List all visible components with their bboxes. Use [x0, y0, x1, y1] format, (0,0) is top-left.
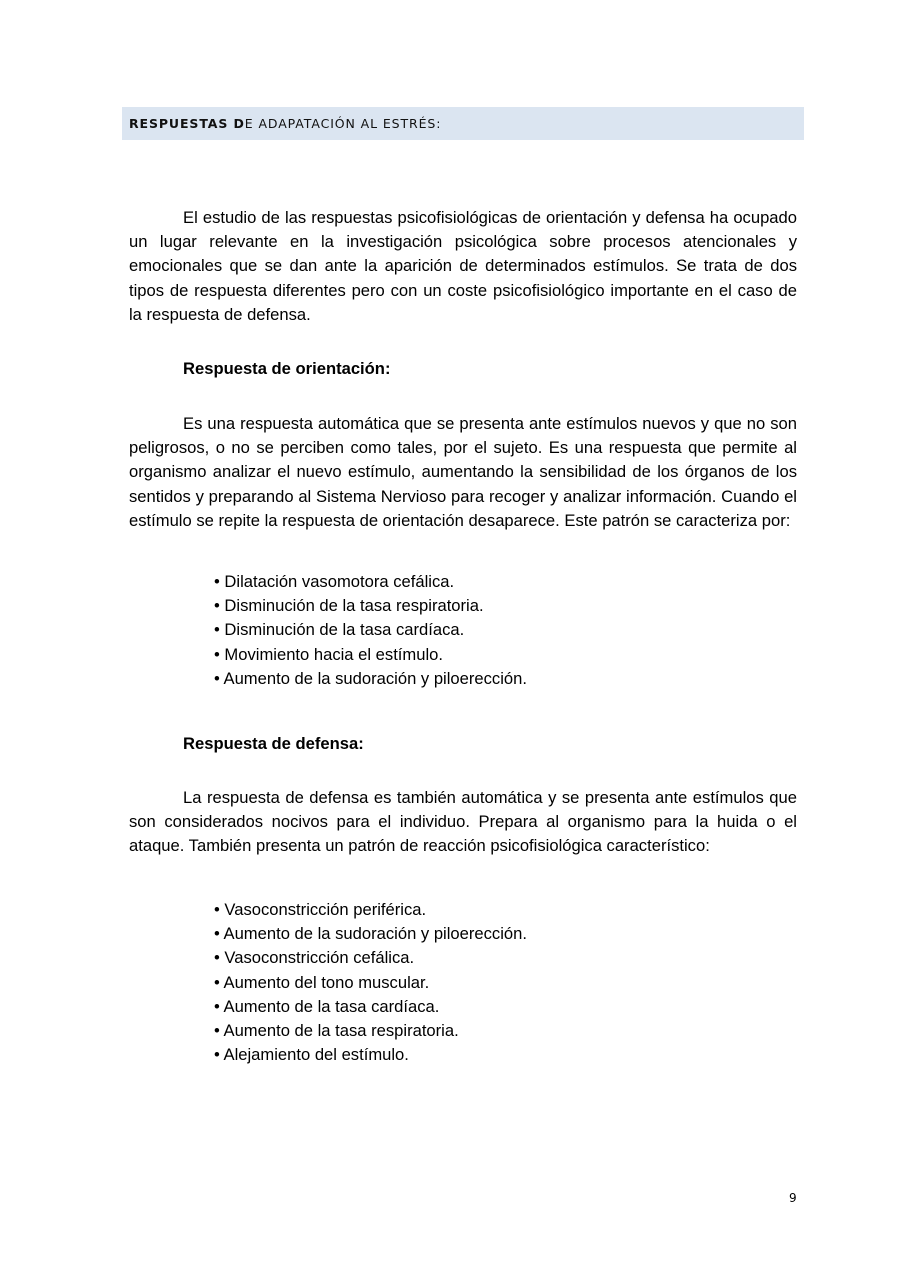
list-item: • Aumento del tono muscular.: [214, 972, 430, 992]
defense-paragraph: La respuesta de defensa es también automática y se presenta ante estímulos que son considerados nocivos para el individuo. Prepara al organismo para la huida o el ataque. También presenta un patrón de reacción psicofisiológica característico:: [129, 788, 797, 856]
section-header: [122, 107, 804, 140]
list-item: • Aumento de la tasa cardíaca.: [214, 996, 440, 1016]
defense-heading: Respuesta de defensa:: [183, 734, 364, 753]
list-item: • Aumento de la sudoración y piloerección.: [214, 668, 527, 688]
list-item: • Disminución de la tasa cardíaca.: [214, 620, 465, 640]
list-item: • Dilatación vasomotora cefálica.: [214, 572, 455, 591]
defense-list: [214, 898, 527, 1067]
orientation-list: [214, 570, 527, 691]
list-item: • Disminución de la tasa respiratoria.: [214, 596, 484, 616]
orientation-paragraph: Es una respuesta automática que se presenta ante estímulos nuevos y que no son peligrosos, o no se perciben como tales, por el sujeto. Es una respuesta que permite al organismo analizar el nuevo estímulo, aumentando la sensibilidad de los órganos de los sentidos y preparando al Sistema Nervioso para recoger y analizar información. Cuando el estímulo se repite la respuesta de orientación desaparece. Este patrón se caracteriza por:: [129, 414, 797, 530]
page-number: 9: [789, 1191, 797, 1205]
section-header-rest: E ADAPATACIÓN AL ESTRÉS:: [244, 116, 442, 131]
intro-paragraph: El estudio de las respuestas psicofisiológicas de orientación y defensa ha ocupado un lugar relevante en la investigación psicológica sobre procesos atencionales y emocionales que se dan ante la aparición de determinados estímulos. Se trata de dos tipos de respuesta diferentes pero con un coste psicofisiológico importante en el caso de la respuesta de defensa.: [129, 208, 797, 324]
section-header-bold: RESPUESTAS D: [129, 116, 245, 131]
list-item: • Vasoconstricción cefálica.: [214, 948, 415, 968]
list-item: • Alejamiento del estímulo.: [214, 1045, 409, 1065]
list-item: • Aumento de la tasa respiratoria.: [214, 1021, 459, 1041]
list-item: • Movimiento hacia el estímulo.: [214, 644, 443, 664]
list-item: • Aumento de la sudoración y piloerección.: [214, 924, 527, 944]
orientation-heading: Respuesta de orientación:: [183, 359, 391, 378]
list-item: • Vasoconstricción periférica.: [214, 900, 427, 919]
